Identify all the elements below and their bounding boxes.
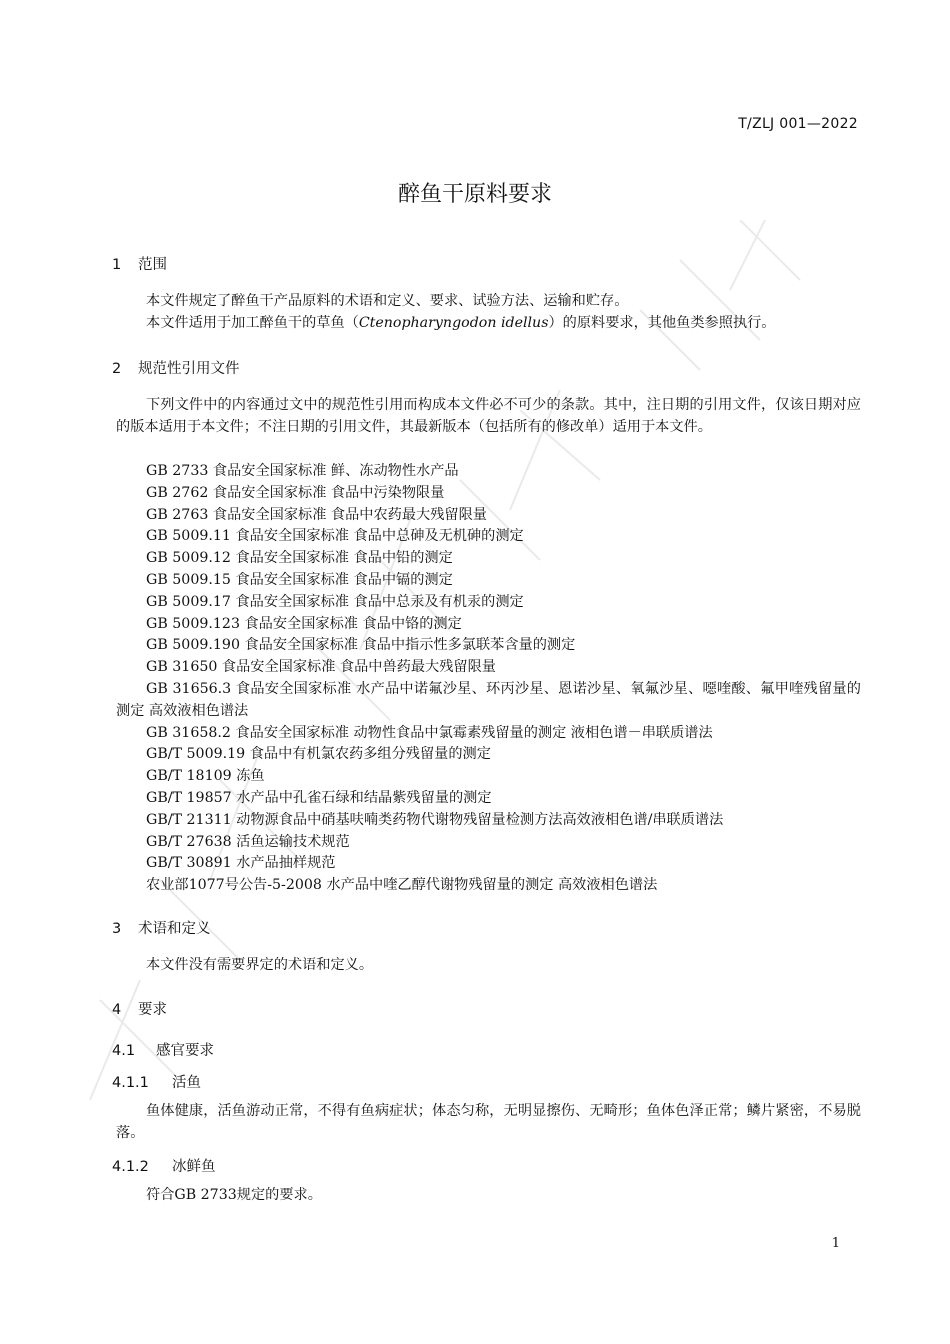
section-title: 范围: [138, 257, 167, 273]
section-4-1-heading: [112, 1039, 214, 1060]
section-2-heading: [112, 357, 240, 378]
scope-paragraph-1: 本文件规定了醉鱼干产品原料的术语和定义、要求、试验方法、运输和贮存。: [146, 293, 629, 309]
references-intro-paragraph: 下列文件中的内容通过文中的规范性引用而构成本文件必不可少的条款。其中，注日期的引用文件，仅该日期对应的版本适用于本文件；不注日期的引用文件，其最新版本（包括所有的修改单）适用于本文件。: [116, 397, 861, 435]
reference-item: GB/T 19857 水产品中孔雀石绿和结晶紫残留量的测定: [146, 789, 492, 806]
live-fish-paragraph: 鱼体健康，活鱼游动正常，不得有鱼病症状；体态匀称，无明显擦伤、无畸形；鱼体色泽正常；鳞片紧密，不易脱落。: [116, 1103, 861, 1141]
reference-item: GB 31658.2 食品安全国家标准 动物性食品中氯霉素残留量的测定 液相色谱－串联质谱法: [146, 724, 713, 741]
section-number: 1: [112, 257, 122, 273]
reference-item: GB 2763 食品安全国家标准 食品中农药最大残留限量: [146, 506, 487, 523]
section-4-1-1-heading: [112, 1071, 201, 1092]
reference-item: GB 5009.12 食品安全国家标准 食品中铅的测定: [146, 550, 453, 567]
reference-item: GB/T 5009.19 食品中有机氯农药多组分残留量的测定: [146, 746, 491, 763]
chilled-fish-paragraph: 符合GB 2733规定的要求。: [146, 1187, 322, 1203]
reference-item: GB 5009.17 食品安全国家标准 食品中总汞及有机汞的测定: [146, 593, 524, 610]
reference-item: GB 31650 食品安全国家标准 食品中兽药最大残留限量: [146, 659, 496, 676]
reference-item: GB 2733 食品安全国家标准 鲜、冻动物性水产品: [146, 463, 459, 479]
normative-reference-list: [116, 461, 861, 897]
section-4-heading: [112, 998, 167, 1019]
section-number: 2: [112, 361, 122, 377]
section-3-heading: [112, 917, 211, 938]
section-number: 4: [112, 1002, 122, 1018]
section-4-1-2-heading: [112, 1155, 216, 1176]
reference-item: GB 5009.123 食品安全国家标准 食品中铬的测定: [146, 615, 462, 632]
scope-paragraph-2: [116, 313, 861, 335]
reference-item: GB 2762 食品安全国家标准 食品中污染物限量: [146, 484, 445, 501]
reference-item: GB/T 30891 水产品抽样规范: [146, 855, 336, 872]
section-number: 4.1.1: [112, 1075, 149, 1091]
section-number: 4.1.2: [112, 1159, 149, 1175]
section-title: 术语和定义: [138, 921, 211, 937]
document-title: 醉鱼干原料要求: [397, 182, 552, 207]
reference-item: GB/T 18109 冻鱼: [146, 768, 265, 785]
reference-item: GB 5009.15 食品安全国家标准 食品中镉的测定: [146, 571, 453, 588]
scope-text-post: ）的原料要求，其他鱼类参照执行。: [548, 315, 776, 331]
reference-item: GB 5009.190 食品安全国家标准 食品中指示性多氯联苯含量的测定: [146, 637, 576, 654]
reference-item: 农业部1077号公告-5-2008 水产品中喹乙醇代谢物残留量的测定 高效液相色谱法: [146, 877, 658, 894]
reference-item: GB/T 27638 活鱼运输技术规范: [146, 833, 350, 850]
section-title: 要求: [138, 1002, 167, 1018]
page-number: 1: [831, 1236, 840, 1251]
standard-code: T/ZLJ 001—2022: [738, 116, 858, 132]
section-number: 4.1: [112, 1043, 136, 1059]
terms-paragraph: 本文件没有需要界定的术语和定义。: [146, 957, 374, 973]
scope-text-pre: 本文件适用于加工醉鱼干的草鱼（: [146, 315, 359, 331]
section-number: 3: [112, 921, 122, 937]
reference-item: GB 31656.3 食品安全国家标准 水产品中诺氟沙星、环丙沙星、恩诺沙星、氧氟沙星、噁喹酸、氟甲喹残留量的测定 高效液相色谱法: [116, 680, 861, 719]
species-latin-name: Ctenopharyngodon idellus: [358, 315, 549, 331]
section-title: 冰鲜鱼: [172, 1159, 216, 1175]
reference-item: GB/T 21311 动物源食品中硝基呋喃类药物代谢物残留量检测方法高效液相色谱/串联质谱法: [146, 811, 724, 828]
section-1-heading: [112, 253, 167, 274]
section-title: 规范性引用文件: [138, 361, 240, 377]
section-title: 活鱼: [172, 1075, 201, 1091]
reference-item: GB 5009.11 食品安全国家标准 食品中总砷及无机砷的测定: [146, 528, 524, 545]
section-title: 感官要求: [156, 1043, 214, 1059]
